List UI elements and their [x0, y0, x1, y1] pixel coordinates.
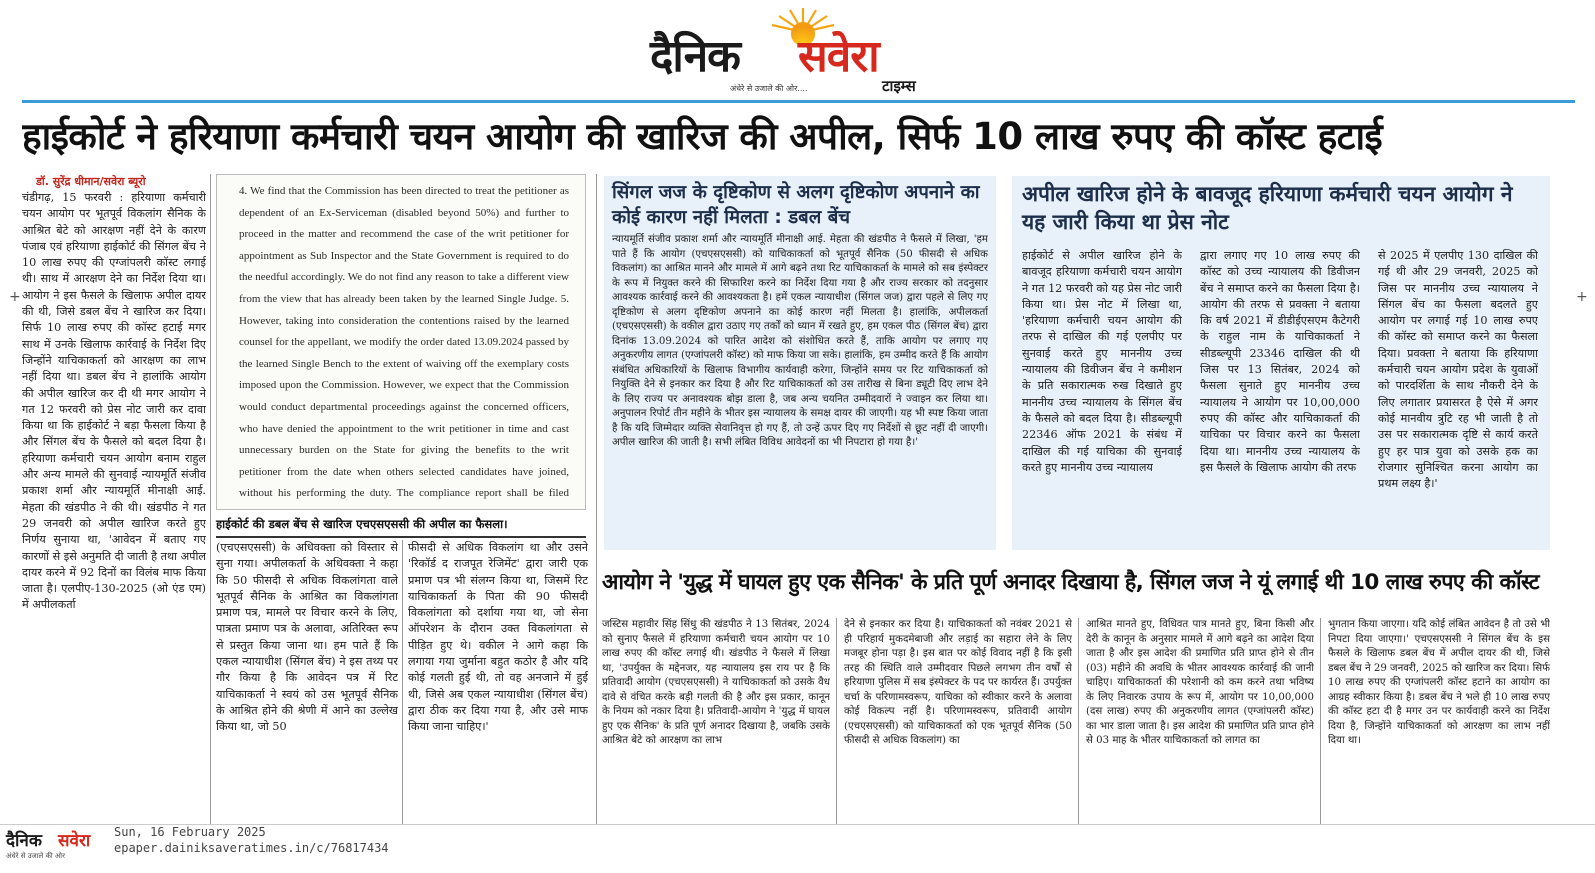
logo-times-text: टाइम्स — [882, 77, 916, 95]
box-heading: सिंगल जज के दृष्टिकोण से अलग दृष्टिकोण अपनाने का कोई कारण नहीं मिलता : डबल बेंच — [612, 182, 980, 228]
newspaper-logo[interactable] — [650, 4, 950, 94]
footer-logo-savera: सवेरा — [58, 831, 91, 851]
article-column-1: चंडीगढ़, 15 फरवरी : हरियाणा कर्मचारी चयन आयोग पर भूतपूर्व विकलांग सैनिक के आश्रित बेटे को आरक्षण नहीं देने के कारण पंजाब एवं हरियाणा हाईकोर्ट की सिंगल बेंच ने 10 लाख रुपए की एग्जांपलरी कॉस्ट लगाई थी। साथ में आरक्षण देने का निर्देश दिया था। आयोग ने इस फैसले के खिलाफ अपील दायर की थी, जिसे डबल बेंच ने खारिज कर दिया। सिर्फ 10 लाख रुपए की कॉस्ट हटाई मगर साथ में उनके खिलाफ कार्रवाई के निर्देश दिए जिन्होंने याचिकाकर्ता को आरक्षण का लाभ नहीं दिया था। डबल बेंच ने हालांकि आयोग की अपील खारिज कर दी थी मगर आयोग ने गत 12 फरवरी को प्रेस नोट जारी कर दावा किया था कि हाईकोर्ट ने बड़ा फैसला किया है और सिंगल बेंच के फैसले को बदल दिया है। हरियाणा कर्मचारी चयन आयोग बनाम राहुल और अन्य मामले की सुनवाई न्यायमूर्ति संजीव प्रकाश शर्मा और न्यायमूर्ति मीनाक्षी आई. मेहता की खंडपीठ ने की थी। खंडपीठ ने गत 29 जनवरी को अपील खारिज करते हुए निर्णय सुनाया था, 'आवेदन में बताए गए कारणों से इसे अनुमति दी जाती है तथा अपील दायर करने में 92 दिनों का विलंब माफ किया जाता है। एलपीए-130-2025 (ओ एंड एम) में अपीलकर्ता — [22, 191, 206, 612]
byline: डॉ. सुरेंद्र धीमान/सवेरा ब्यूरो — [36, 175, 146, 188]
lower-column-3: आश्रित मानते हुए, विधिवत पात्र मानते हुए, बिना किसी और देरी के कानून के अनुसार मामले में आगे बढ़ने का आदेश दिया जाता है और इस आदेश की प्रमाणित प्रति प्राप्त होने से तीन (03) महीने की अवधि के भीतर आवश्यक कार्रवाई की जानी चाहिए। याचिकाकर्ता की परेशानी को कम करने तथा भविष्य के लिए निवारक उपाय के रूप में, आयोग पर 10,00,000 (दस लाख) रुपए की अनुकरणीय लागत (एग्जांपलरी कॉस्ट) का भार डाला जाता है। इस आदेश की प्रमाणित प्रति प्राप्त होने से 03 माह के भीतर याचिकाकर्ता को लागत का — [1086, 619, 1314, 746]
registration-mark: + — [9, 289, 21, 305]
box-column-a: हाईकोर्ट से अपील खारिज होने के बावजूद हरियाणा कर्मचारी चयन आयोग ने गत 12 फरवरी को यह प्रेस नोट जारी किया था। प्रेस नोट में लिखा था, 'हरियाणा कर्मचारी चयन आयोग की तरफ से दाखिल की गई एलपीए पर सुनवाई करते हुए माननीय उच्च न्यायालय की डिवीजन बेंच ने कमीशन के प्रति सकारात्मक रुख दिखाते हुए माननीय उच्च न्यायालय के सिंगल बेंच के फैसले को बदल दिया है। सीडब्ल्यूपी 22346 ऑफ 2021 के संबंध में दाखिल की गई याचिका की सुनवाई करते हुए माननीय उच्च न्यायालय — [1022, 249, 1182, 474]
column-divider — [1320, 618, 1321, 824]
caption-rule — [216, 536, 586, 538]
press-note-box — [1012, 176, 1550, 550]
column-divider — [402, 540, 403, 824]
image-caption: हाईकोर्ट की डबल बेंच से खारिज एचएसएससी की अपील का फैसला। — [216, 517, 508, 531]
footer-logo-tagline: अंधेरे से उजाले की ओर — [6, 852, 65, 860]
secondary-headline: आयोग ने 'युद्ध में घायल हुए एक सैनिक' के प्रति पूर्ण अनादर दिखाया है, सिंगल जज ने यूं लगाई थी 10 लाख रुपए की कॉस्ट — [602, 570, 1539, 595]
logo-tagline: अंधेरे से उजाले की ओर.... — [730, 84, 808, 93]
court-order-text: 4. We find that the Commission has been directed to treat the petitioner as dependent of an Ex-Serviceman (disabled beyond 50%) and further to proceed in the matter and recommend the case of the writ petitioner for appointment as Sub Inspector and the State Government is required to do the needful accordingly. We do not find any reason to take a different view from the view that has already been taken by the learned Single Judge. 5. However, taking into consideration the contentions raised by the learned counsel for the appellant, we modify the order dated 13.09.2024 passed by the learned Single Bench to the extent of waiving off the exemplary costs imposed upon the Commission. However, we expect that the Commission would conduct departmental proceedings against the concerned officers, who have denied the appointment to the writ petitioner in time and cast unnecessary burden on the State for giving the benefits to the writ petitioner from the date when others selected candidates have joined, without his performing the duty. The compliance report shall be filed — [239, 185, 569, 500]
court-order-image[interactable] — [216, 174, 586, 510]
column-divider — [210, 174, 211, 824]
main-headline: हाईकोर्ट ने हरियाणा कर्मचारी चयन आयोग की खारिज की अपील, सिर्फ 10 लाख रुपए की कॉस्ट हटाई — [22, 115, 1383, 158]
box-heading: अपील खारिज होने के बावजूद हरियाणा कर्मचारी चयन आयोग ने यह जारी किया था प्रेस नोट — [1022, 182, 1513, 234]
footer-logo-dainik: दैनिक — [6, 831, 42, 851]
epaper-url[interactable]: epaper.dainiksaveratimes.in/c/76817434 — [114, 841, 389, 855]
box-column-b: द्वारा लगाए गए 10 लाख रुपए की कॉस्ट को उच्च न्यायालय की डिवीजन बेंच ने समाप्त करने का फैसला दिया है। आयोग की तरफ से प्रवक्ता ने बताया कि वर्ष 2021 में डीडीईएसएम कैटेगरी के राहुल नाम के याचिकाकर्ता ने सीडब्ल्यूपी 23346 दाखिल की थी जिस पर 13 सितंबर, 2024 को फैसला सुनाते हुए माननीय उच्च न्यायालय ने आयोग पर 10,00,000 रुपए की कॉस्ट और याचिकाकर्ता की याचिका पर विचार करने का फैसला दिया था। माननीय उच्च न्यायालय के इस फैसले के खिलाफ आयोग की तरफ — [1200, 249, 1360, 474]
logo-savera-text: सवेरा — [798, 31, 879, 82]
lower-column-1: जस्टिस महावीर सिंह सिंधु की खंडपीठ ने 13 सितंबर, 2024 को सुनाए फैसले में हरियाणा कर्मचारी चयन आयोग पर 10 लाख रुपए की कॉस्ट लगाई थी। खंडपीठ ने फैसले में लिखा था, 'उपर्युक्त के मद्देनजर, यह न्यायालय इस राय पर है कि प्रतिवादी आयोग (एचएसएससी) ने याचिकाकर्ता को उसके वैध दावे से वंचित करके बड़ी गलती की है और इस प्रकार, कानून के नियम को नकार दिया है। प्रतिवादी-आयोग ने 'युद्ध में घायल हुए एक सैनिक' के प्रति पूर्ण अनादर दिखाया है, जबकि उसके आश्रित बेटे को आरक्षण का लाभ — [602, 619, 830, 746]
lower-column-2: देने से इनकार कर दिया है। याचिकाकर्ता को नवंबर 2021 से ही परिहार्य मुकदमेबाजी और लड़ाई का सहारा लेने के लिए मजबूर होना पड़ा है। इस बात पर कोई विवाद नहीं है कि इसी तरह की स्थिति वाले उम्मीदवार पिछले लगभग तीन वर्षों से हरियाणा पुलिस में सब इंस्पेक्टर के पद पर कार्यरत हैं। उपर्युक्त चर्चा के परिणामस्वरूप, याचिका को स्वीकार करने के अलावा कोई विकल्प नहीं है। परिणामस्वरूप, प्रतिवादी आयोग (एचएसएससी) को याचिकाकर्ता को एक भूतपूर्व सैनिक (50 फीसदी से अधिक विकलांग) का — [844, 619, 1072, 746]
footer-logo[interactable] — [6, 828, 106, 868]
edition-date: Sun, 16 February 2025 — [114, 825, 266, 839]
masthead — [0, 0, 1595, 100]
column-divider — [1078, 618, 1079, 824]
column-divider — [836, 618, 837, 824]
box-column-c: से 2025 में एलपीए 130 दाखिल की गई थी और 29 जनवरी, 2025 को जिस पर माननीय उच्च न्यायालय ने सिंगल बेंच का फैसला बदलते हुए आयोग पर लगाई गई 10 लाख रुपए की कॉस्ट को समाप्त करने का फैसला दिया। प्रवक्ता ने बताया कि हरियाणा कर्मचारी चयन आयोग प्रदेश के युवाओं को पारदर्शिता के साथ नौकरी देने के लिए लगातार प्रयासरत है ऐसे में अगर कोई मानवीय त्रुटि रह भी जाती है तो उस पर सकारात्मक दृष्टि से कार्य करते हुए हर पात्र युवा को उसके हक का रोजगार सुनिश्चित करना आयोग का प्रथम लक्ष्य है।' — [1378, 249, 1538, 491]
article-column-2: (एचएसएससी) के अधिवक्ता को विस्तार से सुना गया। अपीलकर्ता के अधिवक्ता ने कहा कि 50 फीसदी से अधिक विकलांगता वाले भूतपूर्व सैनिक के आश्रित का विकलांगता प्रमाण पत्र, मामले पर विचार करने के लिए, पात्रता प्रमाण पत्र के अलावा, अतिरिक्त रूप से प्रस्तुत किया जाना था। हम पाते हैं कि एकल न्यायाधीश (सिंगल बेंच) ने इस तथ्य पर गौर किया है कि आवेदन पत्र में रिट याचिकाकर्ता ने स्वयं को उस भूतपूर्व सैनिक के आश्रित होने की श्रेणी में आने का उल्लेख किया था, जो 50 — [216, 541, 398, 734]
column-divider — [596, 174, 597, 824]
lower-column-4: भुगतान किया जाएगा। यदि कोई लंबित आवेदन है तो उसे भी निपटा दिया जाएगा।' एचएसएससी ने सिंगल बेंच के इस फैसले के खिलाफ डबल बेंच में अपील दायर की थी, जिसे डबल बेंच ने 29 जनवरी, 2025 को खारिज कर दिया। सिर्फ 10 लाख रुपए की एग्जांपलरी कॉस्ट हटाने का आयोग का आग्रह स्वीकार किया है। डबल बेंच ने भले ही 10 लाख रुपए की कॉस्ट हटा दी है मगर उन पर कार्यवाही करने का निर्देश दिया है, जिन्होंने याचिकाकर्ता को आरक्षण का लाभ नहीं दिया था। — [1328, 619, 1550, 746]
registration-mark: + — [1576, 289, 1588, 305]
masthead-rule — [22, 100, 1575, 103]
double-bench-box — [604, 176, 996, 550]
logo-dainik-text: दैनिक — [650, 31, 740, 82]
article-column-3: फीसदी से अधिक विकलांग था और उसने 'रिकॉर्ड द राजपूत रेजिमेंट' द्वारा जारी एक प्रमाण पत्र भी संलग्न किया था, जिसमें रिट याचिकाकर्ता के पिता की 90 फीसदी विकलांगता को दर्शाया गया था, जो सेना ऑपरेशन के दौरान उक्त विकलांगता से पीड़ित हुए थे। वकील ने आगे कहा कि लगाया गया जुर्माना बहुत कठोर है और यदि कोई गलती हुई थी, तो वह अनजाने में हुई थी, जिसे अब एकल न्यायाधीश (सिंगल बेंच) द्वारा ठीक कर दिया गया है, और उसे माफ किया जाना चाहिए।' — [408, 541, 588, 734]
box-body: न्यायमूर्ति संजीव प्रकाश शर्मा और न्यायमूर्ति मीनाक्षी आई. मेहता की खंडपीठ ने फैसले में लिखा, 'हम पाते हैं कि आयोग (एचएसएससी) को याचिकाकर्ता को भूतपूर्व सैनिक (50 फीसदी से अधिक विकलांग) का आश्रित मानने और मामले में आगे बढ़ने तथा रिट याचिकाकर्ता के मामले को सब इंस्पेक्टर के रूप में नियुक्त करने की सिफारिश करने का निर्देश दिया गया है और राज्य सरकार को तदनुसार आवश्यक कार्रवाई करने की आवश्यकता है। हमें एकल न्यायाधीश (सिंगल जज) द्वारा पहले से लिए गए दृष्टिकोण से अलग दृष्टिकोण अपनाने का कोई कारण नहीं मिलता है। हालांकि, अपीलकर्ता (एचएसएससी) के वकील द्वारा उठाए गए तर्कों को ध्यान में रखते हुए, हम एकल पीठ (सिंगल बेंच) द्वारा दिनांक 13.09.2024 को पारित आदेश को संशोधित करते हैं, ताकि आयोग पर लगाए गए अनुकरणीय लागत (एग्जांपलरी कॉस्ट) को माफ किया जा सके। हालांकि, हम उम्मीद करते हैं कि आयोग संबंधित अधिकारियों के खिलाफ विभागीय कार्यवाही करेगा, जिन्होंने समय पर रिट याचिकाकर्ता को नियुक्ति देने से इनकार कर दिया है और रिट याचिकाकर्ता को उस तारीख से बिना ड्यूटी दिए लाभ देने के लिए राज्य पर अनावश्यक बोझ डाला है, जब अन्य चयनित उम्मीदवारों ने ज्वाइन कर लिया था। अनुपालन रिपोर्ट तीन महीने के भीतर इस न्यायालय के समक्ष दायर की जाएगी। यह भी स्पष्ट किया जाता है कि यदि जिम्मेदार व्यक्ति सेवानिवृत्त हो गए हैं, तो उन्हें ऊपर दिए गए निर्देशों से छूट नहीं दी जाएगी। अपील खारिज की जाती है। सभी लंबित विविध आवेदनों का भी निपटारा हो गया है।' — [612, 234, 988, 448]
